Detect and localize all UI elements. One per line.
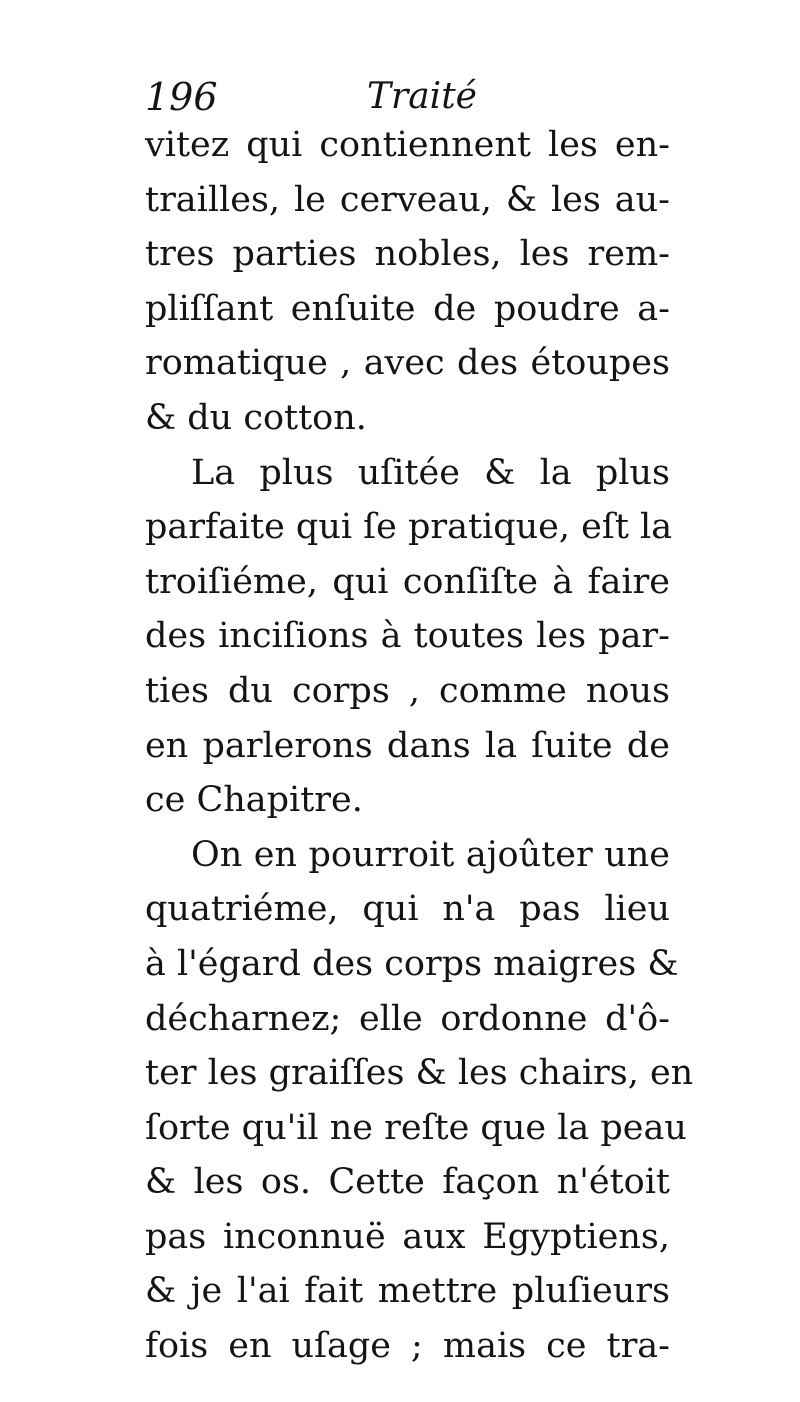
text-line: trailles, le cerveau, & les au- xyxy=(145,179,670,220)
running-title: Traité xyxy=(367,76,477,117)
body-text xyxy=(145,118,694,1374)
text-line: ties du corps , comme nous xyxy=(145,670,670,711)
text-line: décharnez; elle ordonne d'ô- xyxy=(145,998,670,1039)
text-line: ter les graiſſes & les chairs, en xyxy=(145,1053,694,1094)
text-line: pas inconnuë aux Egyptiens, xyxy=(145,1216,670,1257)
running-head xyxy=(145,72,665,122)
text-line: quatriéme, qui n'a pas lieu xyxy=(145,889,670,930)
text-line: La plus uſitée & la plus xyxy=(191,452,670,493)
text-line: & les os. Cette façon n'étoit xyxy=(145,1162,670,1203)
text-line: fois en uſage ; mais ce tra- xyxy=(145,1326,670,1367)
text-line: tres parties nobles, les rem- xyxy=(145,234,670,275)
text-line: ce Chapitre. xyxy=(145,780,363,821)
text-line: en parlerons dans la ſuite de xyxy=(145,725,670,766)
text-line: On en pourroit ajoûter une xyxy=(191,834,670,875)
page-number: 196 xyxy=(145,75,218,119)
text-line: troiſiéme, qui conſiſte à faire xyxy=(145,561,670,602)
text-line: pliſſant enſuite de poudre a- xyxy=(145,288,670,329)
text-line: vitez qui contiennent les en- xyxy=(145,125,670,165)
text-line: des inciſions à toutes les par- xyxy=(145,616,670,657)
text-line: à l'égard des corps maigres & xyxy=(145,943,679,984)
text-line: & du cotton. xyxy=(145,397,367,438)
text-line: ſorte qu'il ne reſte que la peau xyxy=(145,1107,687,1148)
text-line: & je l'ai fait mettre pluſieurs xyxy=(145,1271,670,1312)
text-line: parfaite qui ſe pratique, eſt la xyxy=(145,507,673,548)
text-line: romatique , avec des étoupes xyxy=(145,343,670,384)
